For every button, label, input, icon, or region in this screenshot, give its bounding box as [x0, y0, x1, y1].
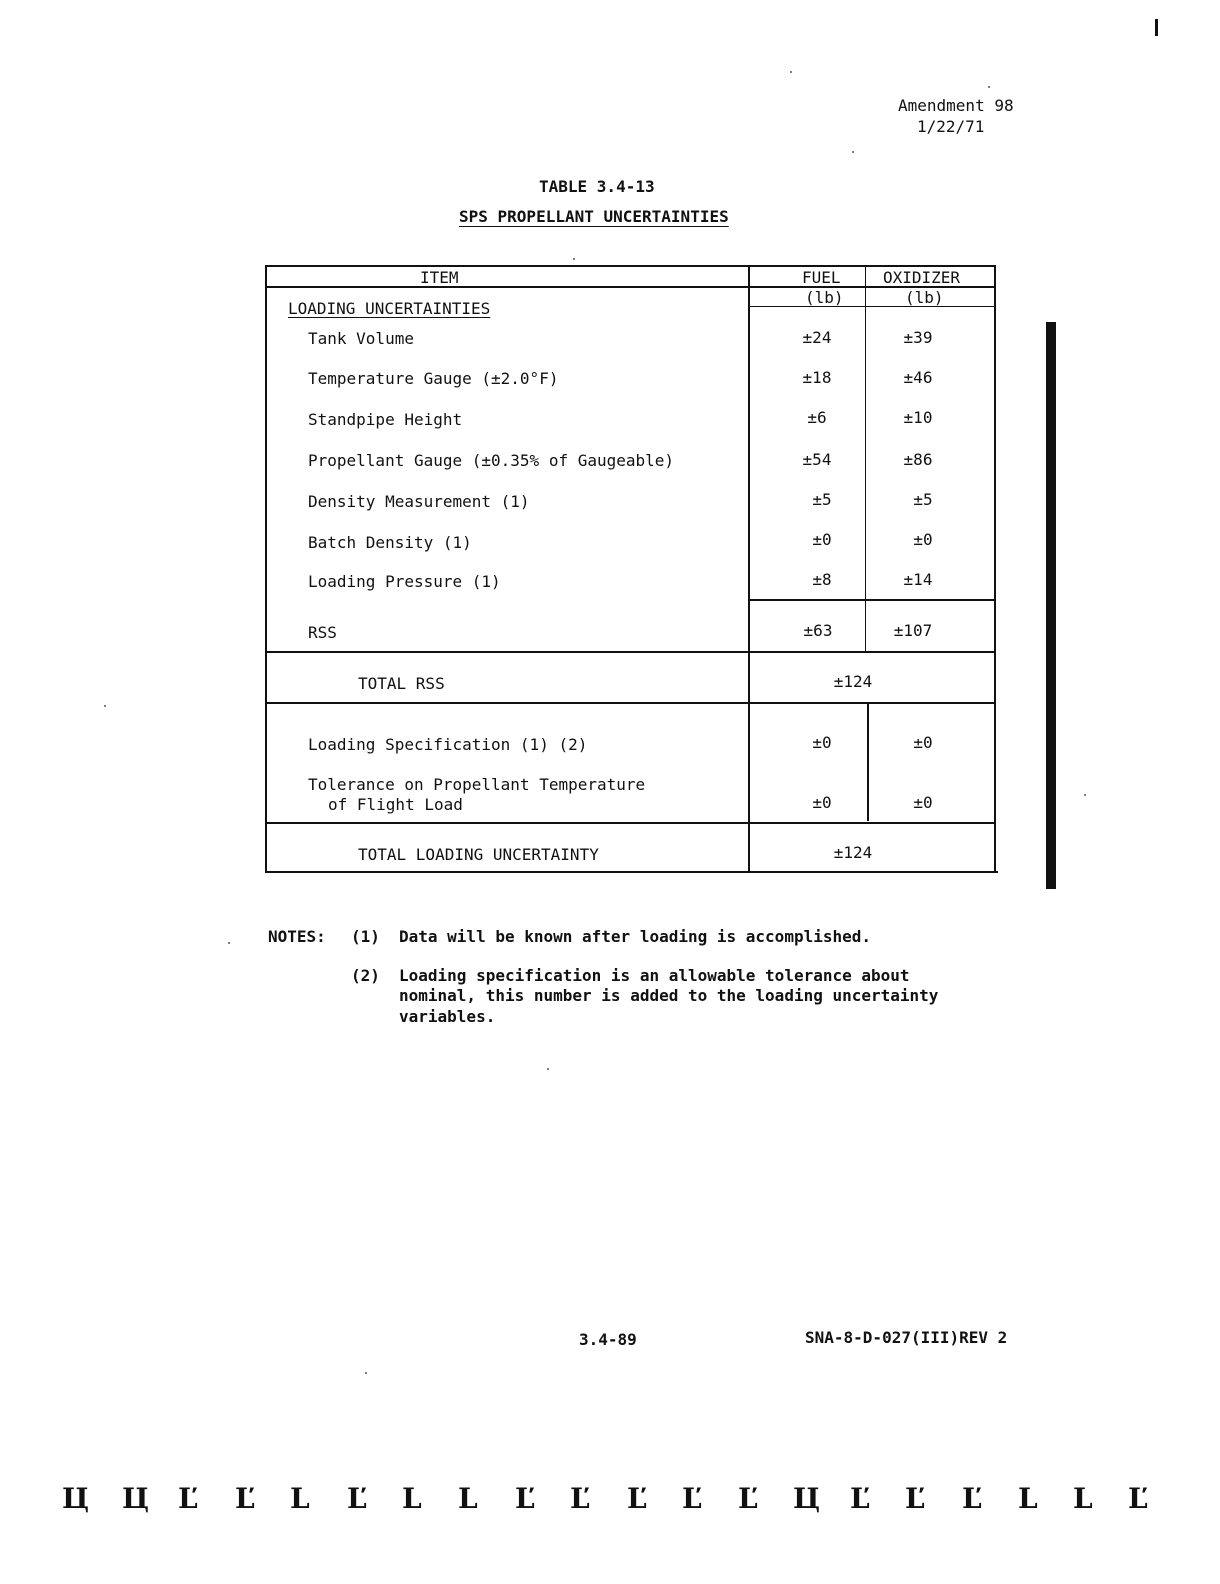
speck [988, 86, 990, 88]
row-fuel: ±18 [802, 368, 832, 387]
row-fuel: ±24 [802, 328, 832, 347]
spec-row-item: Loading Specification (1) (2) [308, 735, 588, 754]
row-item: Tank Volume [308, 329, 414, 348]
fuel-ox-divider-lower [867, 703, 869, 821]
row-item: Standpipe Height [308, 410, 463, 429]
fuel-ox-divider-upper [865, 265, 866, 651]
total-loading-value: ±124 [833, 843, 873, 862]
speck [547, 1068, 549, 1070]
note-marker: (1) [351, 927, 380, 946]
speck [790, 71, 792, 73]
row-item: Loading Pressure (1) [308, 572, 501, 591]
column-header-fuel: FUEL [802, 268, 841, 287]
revision-change-bar [1046, 322, 1056, 889]
uncertainty-table [265, 265, 996, 873]
scan-edge-artifacts: Ц Ц Ľ Ľ L Ľ L L Ľ Ľ Ľ Ľ Ľ Ц Ľ Ľ Ľ L L Ľ [62, 1482, 1148, 1515]
speck [852, 151, 854, 153]
total-rss-rule-top [265, 651, 996, 653]
column-header-oxidizer: OXIDIZER [883, 268, 961, 287]
column-unit-oxidizer: (lb) [905, 288, 944, 307]
row-item: Density Measurement (1) [308, 492, 530, 511]
row-fuel: ±8 [812, 570, 832, 589]
note-line: variables. [399, 1007, 496, 1026]
row-item: Batch Density (1) [308, 533, 472, 552]
speck [228, 942, 230, 944]
total-rss-value: ±124 [833, 672, 873, 691]
row-oxidizer: ±10 [903, 408, 933, 427]
row-oxidizer: ±39 [903, 328, 933, 347]
row-fuel: ±5 [812, 490, 832, 509]
spec-row-fuel: ±0 [812, 793, 832, 812]
document-id: SNA-8-D-027(III)REV 2 [805, 1328, 1008, 1347]
table-border-top [265, 265, 996, 267]
row-oxidizer: ±46 [903, 368, 933, 387]
note-line: nominal, this number is added to the loading uncertainty [399, 986, 939, 1005]
table-border-bottom [265, 871, 998, 873]
table-border-right [994, 265, 996, 873]
note-line: Data will be known after loading is accomplished. [399, 927, 872, 946]
page-number: 3.4-89 [579, 1330, 637, 1349]
spec-row-oxidizer: ±0 [913, 793, 933, 812]
margin-mark [1155, 19, 1158, 36]
rss-rule [748, 599, 996, 601]
amendment-date: 1/22/71 [917, 117, 985, 136]
row-fuel: ±54 [802, 450, 832, 469]
rss-label: RSS [308, 623, 337, 642]
table-number: TABLE 3.4-13 [539, 177, 655, 196]
row-oxidizer: ±14 [903, 570, 933, 589]
note-line: Loading specification is an allowable tolerance about [399, 966, 910, 985]
unit-rule [748, 306, 996, 307]
row-oxidizer: ±5 [913, 490, 933, 509]
section-heading: LOADING UNCERTAINTIES [288, 299, 491, 318]
speck [1084, 794, 1086, 796]
item-column-divider [748, 265, 750, 873]
total-loading-label: TOTAL LOADING UNCERTAINTY [358, 845, 599, 864]
note-marker: (2) [351, 966, 380, 985]
row-oxidizer: ±0 [913, 530, 933, 549]
row-item: Temperature Gauge (±2.0°F) [308, 369, 559, 388]
speck [365, 1372, 367, 1374]
amendment-label: Amendment 98 [898, 96, 1014, 115]
table-title: SPS PROPELLANT UNCERTAINTIES [459, 207, 729, 226]
row-item: Propellant Gauge (±0.35% of Gaugeable) [308, 451, 675, 470]
speck [104, 705, 106, 707]
column-unit-fuel: (lb) [805, 288, 844, 307]
row-fuel: ±0 [812, 530, 832, 549]
row-oxidizer: ±86 [903, 450, 933, 469]
spec-row-item-line1: Tolerance on Propellant Temperature [308, 775, 646, 794]
spec-row-oxidizer: ±0 [913, 733, 933, 752]
column-header-item: ITEM [420, 268, 459, 287]
table-border-left [265, 265, 267, 873]
notes-label: NOTES: [268, 927, 326, 946]
spec-row-fuel: ±0 [812, 733, 832, 752]
total-rss-rule-bottom [265, 702, 996, 704]
spec-row-item-line2: of Flight Load [328, 795, 463, 814]
total-loading-rule [265, 822, 996, 824]
row-fuel: ±6 [807, 408, 827, 427]
rss-oxidizer: ±107 [893, 621, 933, 640]
rss-fuel: ±63 [803, 621, 833, 640]
total-rss-label: TOTAL RSS [358, 674, 445, 693]
speck [573, 258, 575, 260]
